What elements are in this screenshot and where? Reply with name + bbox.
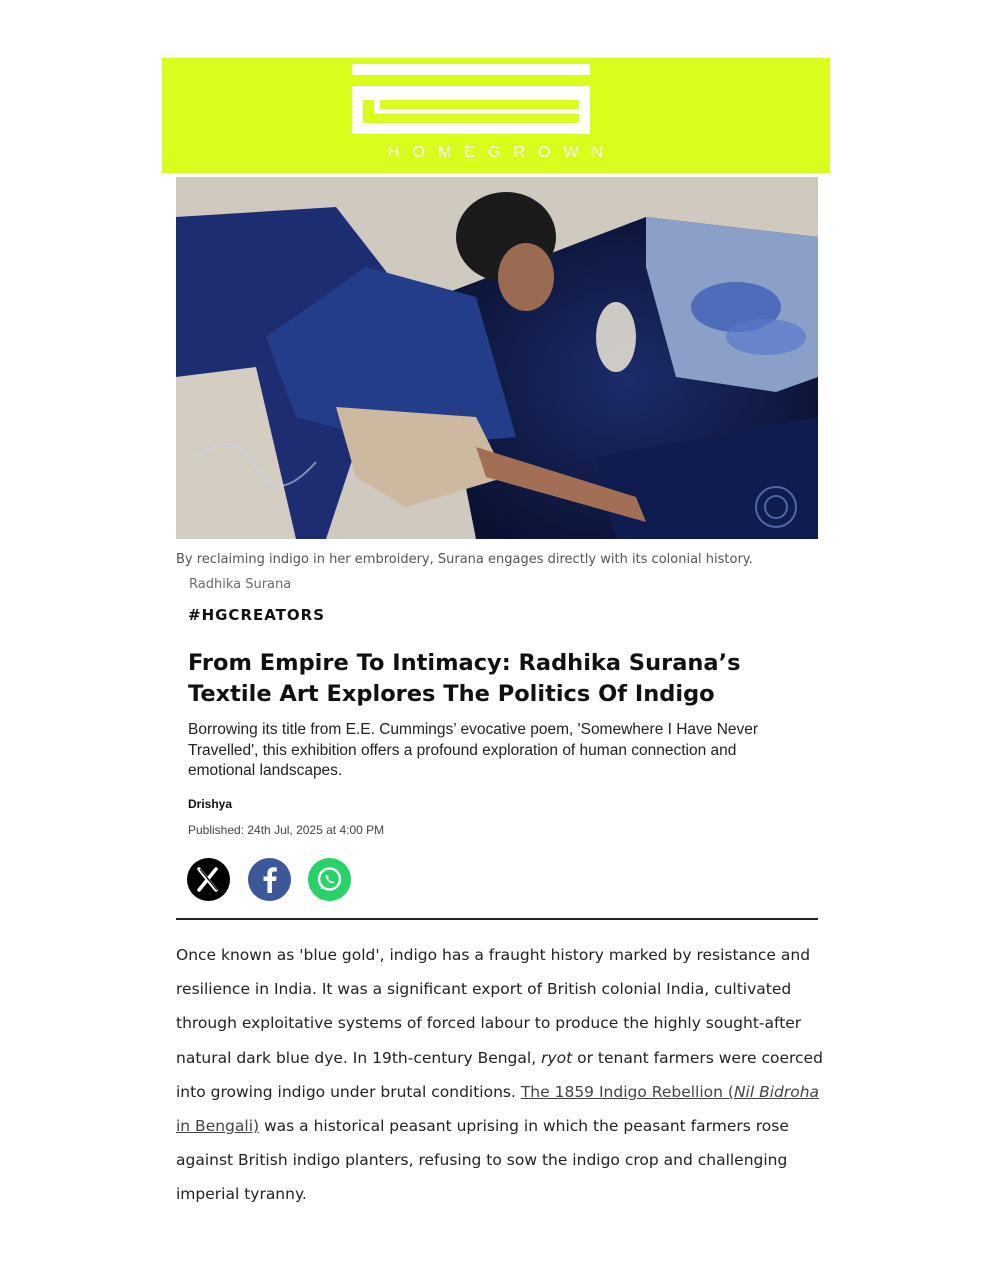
author-name[interactable]: Drishya bbox=[188, 797, 233, 811]
article-standfirst: Borrowing its title from E.E. Cummings’ evocative poem, 'Somewhere I Have Never Travelled', this exhibition offers a profound exploration of human connection and emotional landscapes. bbox=[188, 721, 759, 779]
image-caption: By reclaiming indigo in her embroidery, Surana engages directly with its colonial history. bbox=[176, 552, 753, 567]
body-text-1: Once known as 'blue gold', indigo has a fraught history marked by resistance and resilience in India. It was a significant export of British colonial India, cultivated through exploitative systems of forced labour to produce the highly sought-after natural dark blue dye. In 19th-century Bengal, bbox=[176, 946, 811, 1067]
site-header bbox=[162, 58, 830, 173]
body-term-ryot: ryot bbox=[541, 1048, 573, 1067]
section-divider bbox=[176, 918, 818, 920]
share-x-button[interactable] bbox=[187, 858, 230, 901]
x-icon bbox=[187, 858, 230, 901]
indigo-rebellion-link[interactable]: The 1859 Indigo Rebellion (Nil Bidroha in Bengali) bbox=[176, 1082, 820, 1136]
article-body bbox=[176, 938, 826, 1212]
image-credit: Radhika Surana bbox=[189, 577, 292, 592]
whatsapp-icon bbox=[308, 858, 351, 901]
homegrown-logo-icon[interactable] bbox=[352, 64, 590, 134]
article-title bbox=[188, 648, 808, 710]
hero-image bbox=[176, 177, 818, 539]
brand-wordmark: HOMEGROWN bbox=[387, 144, 617, 161]
body-text-2: or tenant farmers were coerced into growing indigo under brutal conditions. bbox=[176, 1048, 823, 1101]
facebook-icon bbox=[248, 858, 291, 901]
title-line-2: Textile Art Explores The Politics Of Indigo bbox=[188, 681, 715, 707]
published-date: Published: 24th Jul, 2025 at 4:00 PM bbox=[188, 823, 385, 837]
share-facebook-button[interactable] bbox=[248, 858, 291, 901]
category-tag[interactable]: #HGCREATORS bbox=[188, 606, 326, 624]
body-text-3: was a historical peasant uprising in which the peasant farmers rose against British indigo planters, refusing to sow the indigo crop and challenging imperial tyranny. bbox=[176, 1117, 789, 1204]
title-line-1: From Empire To Intimacy: Radhika Surana’s bbox=[188, 650, 741, 676]
share-whatsapp-button[interactable] bbox=[308, 858, 351, 901]
